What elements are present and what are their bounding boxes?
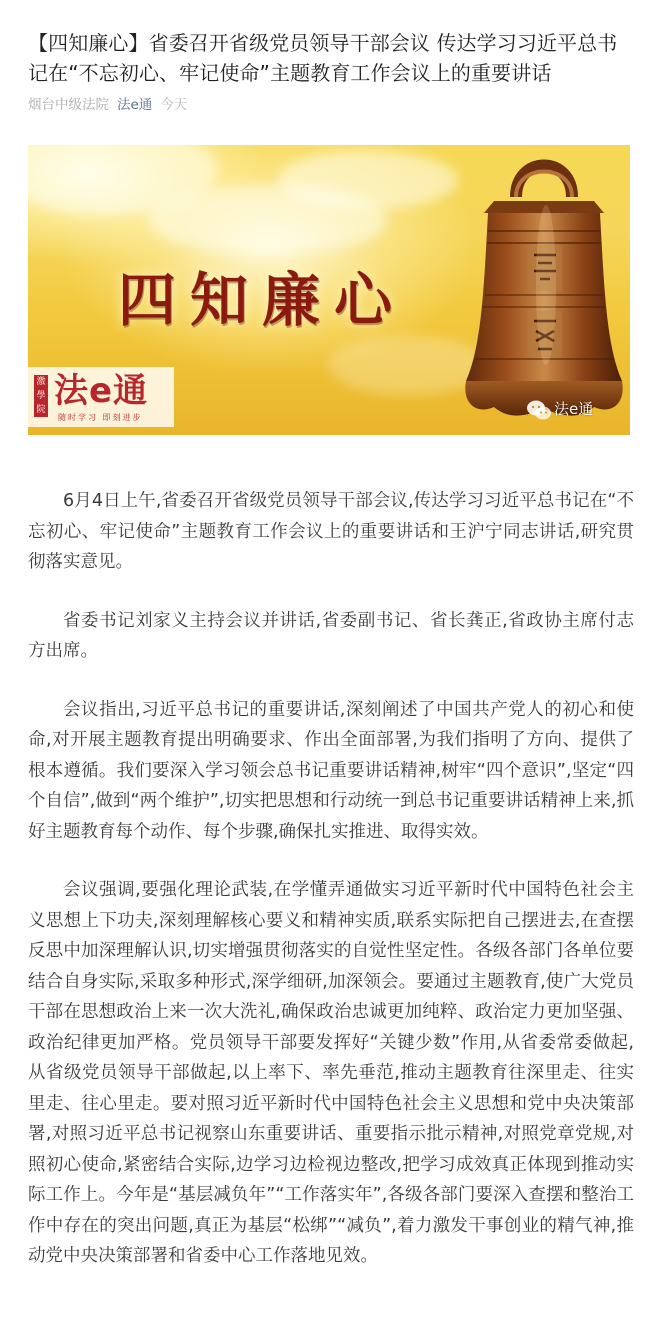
banner-title: 四知廉心 xyxy=(118,266,407,334)
article-paragraph: 会议强调,要强化理论武装,在学懂弄通做实习近平新时代中国特色社会主义思想上下功夫,深刻理解核心要义和精神实质,联系实际把自己摆进去,在查摆反思中加深理解认识,切实增强贯彻落实的自觉性坚定性。各级各部门各单位要结合自身实际,采取多种形式,深学细研,加深领会。要通过主题教育,使广大党员干部在思想政治上来一次大洗礼,确保政治忠诚更加纯粹、政治定力更加坚强、政治纪律更加严格。党员领导干部要发挥好“关键少数”作用,从省委常委做起,从省级党员领导干部做起,以上率下、率先垂范,推动主题教育往深里走、往实里走、往心里走。要对照习近平新时代中国特色社会主义思想和党中央决策部署,对照习近平总书记视察山东重要讲话、重要指示批示精神,对照党章党规,对照初心使命,紧密结合实际,边学习边检视边整改,把学习成效真正体现到推动实际工作上。今年是“基层减负年”“工作落实年”,各级各部门要深入查摆和整治工作中存在的突出问题,真正为基层“松绑”“减负”,着力激发干事创业的精气神,推动党中央决策部署和省委中心工作落地见效。 xyxy=(28,880,634,1266)
article-title: 【四知廉心】省委召开省级党员领导干部会议 传达学习习近平总书记在“不忘初心、牢记使命”主题教育工作会议上的重要讲话 xyxy=(28,31,618,85)
bell-image xyxy=(454,145,630,435)
article-body xyxy=(28,486,634,1300)
logo-name: 法e通 xyxy=(54,371,149,411)
article-paragraph: 6月4日上午,省委召开省级党员领导干部会议,传达学习习近平总书记在“不忘初心、牢记使命”主题教育工作会议上的重要讲话和王沪宁同志讲话,研究贯彻落实意见。 xyxy=(28,491,634,572)
publish-date: 今天 xyxy=(160,97,188,113)
image-watermark xyxy=(526,397,593,421)
logo-seal: 激學院 xyxy=(34,375,48,417)
wechat-icon xyxy=(526,399,552,421)
fae-tong-logo xyxy=(28,367,174,427)
article-meta xyxy=(28,95,187,115)
watermark-text: 法e通 xyxy=(554,400,594,418)
banner-cloud xyxy=(278,150,458,210)
logo-slogan: 随时学习 即刻进步 xyxy=(58,413,143,422)
article-paragraph: 会议指出,习近平总书记的重要讲话,深刻阐述了中国共产党人的初心和使命,对开展主题教育提出明确要求、作出全面部署,为我们指明了方向、提供了根本遵循。我们要深入学习领会总书记重要讲话精神,树牢“四个意识”,坚定“四个自信”,做到“两个维护”,切实把思想和行动统一到总书记重要讲话精神上来,抓好主题教育每个动作、每个步骤,确保扎实推进、取得实效。 xyxy=(28,699,634,842)
article-source: 烟台中级法院 xyxy=(28,97,109,113)
banner-image xyxy=(28,145,630,435)
account-name-link[interactable]: 法e通 xyxy=(117,97,153,113)
article-paragraph: 省委书记刘家义主持会议并讲话,省委副书记、省长龚正,省政协主席付志方出席。 xyxy=(28,610,634,661)
